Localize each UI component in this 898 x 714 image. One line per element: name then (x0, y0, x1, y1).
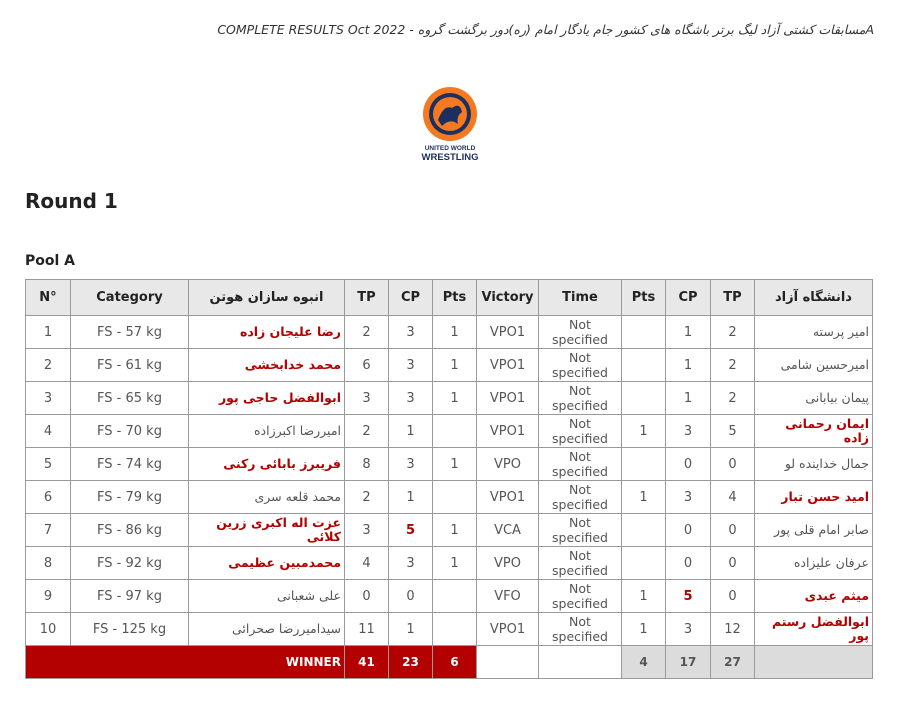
cell-category: FS - 79 kg (71, 481, 189, 514)
table-row (26, 547, 873, 580)
table-row (26, 481, 873, 514)
cell-wrestler-a: علی شعبانی (189, 580, 345, 613)
winner-label: WINNER (26, 646, 345, 679)
cell-pts-a: 1 (433, 448, 477, 481)
report-header: COMPLETE RESULTS Oct 2022 - مسابقات کشتی آزاد لیگ برتر باشگاه های کشور جام یادگار امام (ره)دور برگشت گروهA (217, 22, 874, 37)
cell-tp-a: 4 (345, 547, 389, 580)
cell-tp-b: 2 (711, 382, 755, 415)
total-cp-b: 17 (666, 646, 711, 679)
cell-no: 6 (26, 481, 71, 514)
table-row (26, 316, 873, 349)
cell-cp-a: 3 (389, 547, 433, 580)
table-row (26, 580, 873, 613)
col-cp-b: CP (666, 280, 711, 316)
cell-pts-b (622, 316, 666, 349)
cell-cp-b: 5 (666, 580, 711, 613)
cell-victory: VPO1 (477, 481, 539, 514)
logo-line1: UNITED WORLD (424, 145, 476, 152)
cell-category: FS - 70 kg (71, 415, 189, 448)
cell-victory: VPO1 (477, 382, 539, 415)
cell-wrestler-b: میثم عبدی (755, 580, 873, 613)
cell-wrestler-b: ابوالفضل رستم پور (755, 613, 873, 646)
cell-tp-b: 0 (711, 547, 755, 580)
cell-cp-a: 1 (389, 415, 433, 448)
cell-category: FS - 74 kg (71, 448, 189, 481)
cell-wrestler-b: امیر پرسته (755, 316, 873, 349)
cell-time: Not specified (539, 481, 622, 514)
col-no: N° (26, 280, 71, 316)
cell-wrestler-a: فریبرز بابائی رکنی (189, 448, 345, 481)
cell-pts-a: 1 (433, 547, 477, 580)
round-title: Round 1 (25, 189, 118, 213)
wrestling-logo-icon (420, 86, 480, 166)
cell-no: 5 (26, 448, 71, 481)
total-pts-a: 6 (433, 646, 477, 679)
col-category: Category (71, 280, 189, 316)
cell-wrestler-b: امید حسن تبار (755, 481, 873, 514)
cell-cp-b: 0 (666, 514, 711, 547)
cell-tp-b: 4 (711, 481, 755, 514)
pool-title: Pool A (25, 253, 76, 269)
cell-pts-a: 1 (433, 382, 477, 415)
cell-category: FS - 61 kg (71, 349, 189, 382)
cell-pts-b (622, 448, 666, 481)
cell-tp-a: 3 (345, 382, 389, 415)
table-row (26, 415, 873, 448)
cell-cp-a: 3 (389, 349, 433, 382)
table-row (26, 514, 873, 547)
col-pts-a: Pts (433, 280, 477, 316)
table-row (26, 613, 873, 646)
cell-cp-b: 3 (666, 481, 711, 514)
cell-pts-b (622, 547, 666, 580)
cell-category: FS - 86 kg (71, 514, 189, 547)
cell-tp-a: 8 (345, 448, 389, 481)
cell-tp-b: 2 (711, 349, 755, 382)
total-cp-a: 23 (389, 646, 433, 679)
cell-pts-b (622, 514, 666, 547)
cell-category: FS - 92 kg (71, 547, 189, 580)
cell-pts-b: 1 (622, 415, 666, 448)
cell-cp-a: 0 (389, 580, 433, 613)
cell-tp-a: 6 (345, 349, 389, 382)
cell-pts-b: 1 (622, 481, 666, 514)
total-time-empty (539, 646, 622, 679)
cell-wrestler-a: امیررضا اکبرزاده (189, 415, 345, 448)
cell-category: FS - 125 kg (71, 613, 189, 646)
cell-victory: VCA (477, 514, 539, 547)
cell-time: Not specified (539, 349, 622, 382)
cell-wrestler-a: محمد خدابخشی (189, 349, 345, 382)
cell-pts-a: 1 (433, 349, 477, 382)
cell-pts-b (622, 349, 666, 382)
cell-tp-a: 3 (345, 514, 389, 547)
col-tp-b: TP (711, 280, 755, 316)
cell-cp-a: 3 (389, 448, 433, 481)
col-pts-b: Pts (622, 280, 666, 316)
cell-no: 10 (26, 613, 71, 646)
cell-victory: VPO (477, 547, 539, 580)
cell-no: 7 (26, 514, 71, 547)
cell-pts-b: 1 (622, 613, 666, 646)
col-cp-a: CP (389, 280, 433, 316)
results-table (25, 279, 873, 679)
cell-no: 9 (26, 580, 71, 613)
table-row (26, 448, 873, 481)
cell-wrestler-b: پیمان بیابانی (755, 382, 873, 415)
cell-tp-a: 2 (345, 316, 389, 349)
col-victory: Victory (477, 280, 539, 316)
table-header-row (26, 280, 873, 316)
cell-cp-b: 1 (666, 349, 711, 382)
totals-row (26, 646, 873, 679)
cell-cp-a: 3 (389, 316, 433, 349)
cell-category: FS - 57 kg (71, 316, 189, 349)
cell-cp-b: 1 (666, 382, 711, 415)
cell-wrestler-b: عرفان علیزاده (755, 547, 873, 580)
cell-tp-b: 2 (711, 316, 755, 349)
cell-time: Not specified (539, 316, 622, 349)
cell-tp-a: 2 (345, 415, 389, 448)
cell-tp-b: 0 (711, 448, 755, 481)
cell-wrestler-a: عزت اله اکبری زرین کلائی (189, 514, 345, 547)
cell-cp-b: 3 (666, 415, 711, 448)
cell-time: Not specified (539, 514, 622, 547)
cell-tp-b: 0 (711, 580, 755, 613)
cell-pts-a: 1 (433, 316, 477, 349)
col-team-a: انبوه سازان هوتن (189, 280, 345, 316)
total-victory-empty (477, 646, 539, 679)
col-tp-a: TP (345, 280, 389, 316)
cell-no: 1 (26, 316, 71, 349)
cell-wrestler-a: ابوالفضل حاجی پور (189, 382, 345, 415)
cell-victory: VPO1 (477, 316, 539, 349)
logo-line2: WRESTLING (421, 152, 479, 163)
total-tp-b: 27 (711, 646, 755, 679)
cell-no: 2 (26, 349, 71, 382)
cell-wrestler-a: محمد قلعه سری (189, 481, 345, 514)
cell-tp-a: 0 (345, 580, 389, 613)
cell-victory: VPO1 (477, 613, 539, 646)
cell-pts-b (622, 382, 666, 415)
cell-cp-a: 5 (389, 514, 433, 547)
cell-category: FS - 65 kg (71, 382, 189, 415)
cell-tp-b: 12 (711, 613, 755, 646)
cell-tp-b: 0 (711, 514, 755, 547)
col-team-b: دانشگاه آزاد (755, 280, 873, 316)
col-time: Time (539, 280, 622, 316)
cell-time: Not specified (539, 613, 622, 646)
cell-cp-b: 0 (666, 547, 711, 580)
cell-no: 4 (26, 415, 71, 448)
cell-wrestler-b: جمال خداینده لو (755, 448, 873, 481)
cell-time: Not specified (539, 547, 622, 580)
cell-tp-b: 5 (711, 415, 755, 448)
cell-cp-a: 1 (389, 481, 433, 514)
cell-pts-a: 1 (433, 514, 477, 547)
cell-wrestler-a: رضا علیجان زاده (189, 316, 345, 349)
cell-wrestler-b: صابر امام قلی پور (755, 514, 873, 547)
cell-wrestler-a: محمدمبین عظیمی (189, 547, 345, 580)
cell-time: Not specified (539, 580, 622, 613)
cell-cp-a: 1 (389, 613, 433, 646)
total-team-b-empty (755, 646, 873, 679)
cell-cp-b: 0 (666, 448, 711, 481)
cell-no: 8 (26, 547, 71, 580)
cell-tp-a: 2 (345, 481, 389, 514)
cell-cp-b: 1 (666, 316, 711, 349)
cell-pts-a (433, 580, 477, 613)
cell-pts-a (433, 613, 477, 646)
cell-wrestler-b: امیرحسین شامی (755, 349, 873, 382)
cell-pts-a (433, 415, 477, 448)
cell-time: Not specified (539, 448, 622, 481)
cell-victory: VPO1 (477, 349, 539, 382)
cell-cp-b: 3 (666, 613, 711, 646)
uww-logo (420, 86, 480, 166)
total-tp-a: 41 (345, 646, 389, 679)
table-row (26, 349, 873, 382)
cell-wrestler-a: سیدامیررضا صحرائی (189, 613, 345, 646)
table-row (26, 382, 873, 415)
cell-victory: VPO (477, 448, 539, 481)
cell-time: Not specified (539, 382, 622, 415)
cell-wrestler-b: ایمان رحمانی زاده (755, 415, 873, 448)
cell-time: Not specified (539, 415, 622, 448)
cell-victory: VPO1 (477, 415, 539, 448)
cell-pts-a (433, 481, 477, 514)
cell-cp-a: 3 (389, 382, 433, 415)
cell-tp-a: 11 (345, 613, 389, 646)
cell-no: 3 (26, 382, 71, 415)
total-pts-b: 4 (622, 646, 666, 679)
cell-pts-b: 1 (622, 580, 666, 613)
cell-victory: VFO (477, 580, 539, 613)
cell-category: FS - 97 kg (71, 580, 189, 613)
